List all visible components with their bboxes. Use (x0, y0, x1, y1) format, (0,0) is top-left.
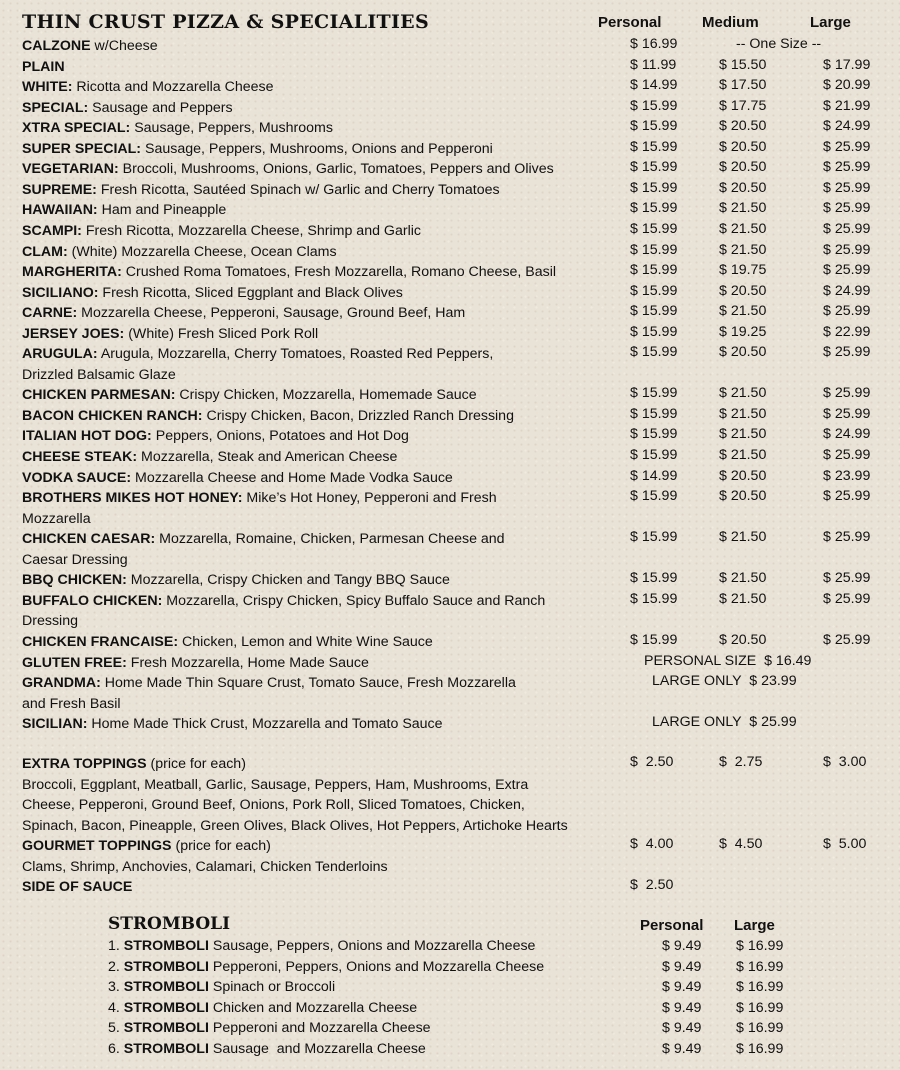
gourmet-toppings-row (22, 836, 622, 857)
price-medium: $ 17.75 (719, 97, 767, 114)
menu-item-row (22, 570, 622, 591)
menu-item-desc: Mozzarella, Steak and American Cheese (141, 449, 398, 465)
menu-item-name: ARUGULA: (22, 346, 98, 363)
stromboli-desc: Chicken and Mozzarella Cheese (212, 999, 418, 1016)
stromboli-name: STROMBOLI (123, 979, 209, 996)
stromboli-name: STROMBOLI (123, 1020, 209, 1037)
menu-item-name: SCAMPI: (22, 222, 82, 239)
price-medium: $ 21.50 (719, 426, 767, 443)
price-personal: $ 15.99 (630, 200, 678, 217)
menu-item-desc: Chicken, Lemon and White Wine Sauce (182, 633, 433, 650)
stromboli-desc: Spinach or Broccoli (212, 979, 336, 996)
price-personal: $ 15.99 (630, 282, 678, 299)
stromboli-title: STROMBOLI (108, 914, 231, 934)
menu-item-name: BROTHERS MIKES HOT HONEY: (22, 490, 243, 507)
price-medium: $ 21.50 (719, 385, 767, 402)
price-personal: $ 15.99 (630, 303, 678, 320)
price-personal: $ 15.99 (630, 344, 678, 361)
menu-item-desc: Sausage, Peppers, Mushrooms, Onions and Pepperoni (145, 140, 493, 157)
menu-item-row (22, 591, 622, 632)
menu-item-desc-cont: Mozzarella (22, 510, 91, 527)
price-personal: $ 15.99 (630, 159, 678, 176)
price-large: $ 25.99 (823, 631, 871, 648)
menu-item-name: XTRA SPECIAL: (22, 120, 131, 137)
extra-toppings-price-personal: $ 2.50 (630, 754, 674, 770)
price-medium: $ 20.50 (719, 467, 767, 484)
menu-item-name: CARNE: (22, 305, 78, 322)
extra-toppings-row (22, 754, 622, 775)
menu-item-row (22, 139, 622, 160)
price-personal: $ 15.99 (630, 529, 678, 546)
menu-item-name: SUPER SPECIAL: (22, 140, 142, 157)
price-medium: $ 20.50 (719, 282, 767, 299)
side-sauce-label: SIDE OF SAUCE (22, 879, 133, 895)
gourmet-toppings-label: GOURMET TOPPINGS (22, 838, 172, 854)
price-medium: $ 21.50 (719, 241, 767, 258)
extra-toppings-label: EXTRA TOPPINGS (22, 756, 147, 772)
stromboli-price-large: $ 16.99 (736, 1041, 784, 1057)
price-medium: $ 20.50 (719, 488, 767, 505)
menu-item-desc-cont: Drizzled Balsamic Glaze (22, 366, 176, 383)
price-medium: $ 21.50 (719, 220, 767, 237)
stromboli-price-personal: $ 9.49 (662, 1020, 702, 1037)
price-note: -- One Size -- (736, 36, 822, 52)
gourmet-price-large: $ 5.00 (823, 836, 867, 852)
stromboli-name: STROMBOLI (123, 958, 209, 975)
extra-toppings-note: (price for each) (150, 756, 246, 772)
stromboli-row (108, 1041, 426, 1057)
menu-item-row (22, 242, 622, 263)
price-large: $ 25.99 (823, 303, 871, 320)
menu-item-desc: Fresh Ricotta, Sautéed Spinach w/ Garlic and Cherry Tomatoes (100, 181, 500, 198)
stromboli-num: 5. (108, 1020, 120, 1037)
stromboli-name: STROMBOLI (123, 1041, 209, 1057)
menu-item-desc: (White) Fresh Sliced Pork Roll (128, 325, 319, 342)
price-personal: $ 15.99 (630, 220, 678, 237)
price-medium: $ 20.50 (719, 159, 767, 176)
price-personal: $ 15.99 (630, 179, 678, 196)
price-medium: $ 15.50 (719, 56, 767, 73)
price-personal: $ 15.99 (630, 631, 678, 648)
price-medium: $ 20.50 (719, 344, 767, 361)
menu-item-row (22, 200, 622, 221)
price-large: $ 25.99 (823, 138, 871, 155)
price-large: $ 25.99 (823, 262, 871, 279)
price-medium: $ 20.50 (719, 138, 767, 155)
menu-item-row (22, 303, 622, 324)
toppings-list-line: Spinach, Bacon, Pineapple, Green Olives, Black Olives, Hot Peppers, Artichoke Hearts (22, 818, 568, 834)
price-medium: $ 20.50 (719, 631, 767, 648)
price-large: $ 25.99 (823, 488, 871, 505)
price-large: $ 25.99 (823, 590, 871, 607)
price-large: $ 25.99 (823, 241, 871, 258)
price-large: $ 23.99 (823, 467, 871, 484)
menu-item-row (22, 632, 622, 653)
menu-item-name: JERSEY JOES: (22, 325, 125, 342)
side-sauce-price: $ 2.50 (630, 877, 674, 893)
menu-item-row (22, 673, 622, 714)
menu-item-desc: Home Made Thick Crust, Mozzarella and Tomato Sauce (91, 716, 443, 733)
stromboli-price-personal: $ 9.49 (662, 1041, 702, 1057)
menu-item-name: PLAIN (22, 58, 65, 75)
menu-item-row (22, 468, 622, 489)
menu-item-name: ITALIAN HOT DOG: (22, 428, 152, 445)
menu-item-desc: Arugula, Mozzarella, Cherry Tomatoes, Roasted Red Peppers, (100, 346, 494, 363)
col-personal-header: Personal (598, 14, 662, 31)
price-large: $ 25.99 (823, 529, 871, 546)
stromboli-price-personal: $ 9.49 (662, 938, 702, 954)
menu-item-name: CHICKEN FRANCAISE: (22, 633, 179, 650)
price-large: $ 25.99 (823, 179, 871, 196)
price-large: $ 25.99 (823, 159, 871, 176)
menu-item-desc: Crispy Chicken, Mozzarella, Homemade Sauce (179, 387, 477, 404)
price-note: LARGE ONLY $ 25.99 (652, 714, 797, 731)
price-medium: $ 21.50 (719, 590, 767, 607)
menu-item-name: BACON CHICKEN RANCH: (22, 407, 203, 424)
menu-item-name: BBQ CHICKEN: (22, 572, 127, 589)
menu-item-desc: Home Made Thin Square Crust, Tomato Sauce, Fresh Mozzarella (104, 675, 516, 692)
menu-item-row (22, 57, 622, 78)
menu-item-desc: Crispy Chicken, Bacon, Drizzled Ranch Dressing (206, 407, 514, 424)
price-medium: $ 21.50 (719, 447, 767, 463)
stromboli-row (108, 1000, 417, 1016)
menu-item-row (22, 159, 622, 180)
stromboli-price-personal: $ 9.49 (662, 999, 702, 1016)
menu-item-desc-cont: Dressing (22, 613, 78, 630)
stromboli-num: 3. (108, 979, 120, 996)
menu-item-desc: Ham and Pineapple (101, 202, 227, 219)
menu-item-desc: Crushed Roma Tomatoes, Fresh Mozzarella, Romano Cheese, Basil (125, 264, 557, 281)
price-personal: $ 15.99 (630, 426, 678, 443)
menu-item-row (22, 324, 622, 345)
menu-item-name: HAWAIIAN: (22, 202, 98, 219)
price-medium: $ 17.50 (719, 77, 767, 94)
stromboli-num: 6. (108, 1041, 120, 1057)
price-personal: $ 15.99 (630, 405, 678, 422)
price-large: $ 25.99 (823, 405, 871, 422)
menu-item-name: CLAM: (22, 243, 68, 260)
price-large: $ 25.99 (823, 570, 871, 587)
price-personal: $ 15.99 (630, 118, 678, 135)
menu-item-row (22, 283, 622, 304)
stromboli-row (108, 1020, 431, 1036)
menu-item-desc: Fresh Mozzarella, Home Made Sauce (130, 654, 369, 671)
price-large: $ 22.99 (823, 323, 871, 340)
menu-item-desc: Peppers, Onions, Potatoes and Hot Dog (155, 428, 409, 445)
menu-item-row (22, 488, 622, 529)
gourmet-price-personal: $ 4.00 (630, 836, 674, 852)
menu-item-row (22, 653, 622, 674)
price-large: $ 25.99 (823, 200, 871, 217)
menu-item-name: BUFFALO CHICKEN: (22, 592, 163, 609)
menu-item-row (22, 221, 622, 242)
menu-item-row (22, 344, 622, 385)
price-large: $ 24.99 (823, 118, 871, 135)
stromboli-row (108, 938, 535, 954)
menu-item-desc-cont: and Fresh Basil (22, 695, 121, 712)
stromboli-name: STROMBOLI (123, 938, 209, 954)
price-personal: $ 14.99 (630, 467, 678, 484)
menu-item-row (22, 180, 622, 201)
menu-item-desc: Mozzarella Cheese, Pepperoni, Sausage, Ground Beef, Ham (81, 305, 466, 322)
stromboli-num: 1. (108, 938, 120, 954)
menu-item-name: SICILIANO: (22, 284, 99, 301)
stromboli-desc: Sausage, Peppers, Onions and Mozzarella Cheese (212, 938, 536, 954)
price-personal: $ 15.99 (630, 241, 678, 258)
price-personal: $ 15.99 (630, 323, 678, 340)
price-large: $ 24.99 (823, 282, 871, 299)
stromboli-price-large: $ 16.99 (736, 958, 784, 975)
menu-item-row (22, 36, 622, 57)
price-personal: $ 15.99 (630, 385, 678, 402)
menu-item-row (22, 447, 622, 468)
menu-item-desc: Ricotta and Mozzarella Cheese (76, 79, 274, 96)
menu-item-desc-cont: Caesar Dressing (22, 551, 128, 568)
price-personal: $ 15.99 (630, 138, 678, 155)
price-large: $ 25.99 (823, 385, 871, 402)
menu-item-desc: Mozzarella, Crispy Chicken, Spicy Buffalo Sauce and Ranch (166, 592, 546, 609)
price-personal: $ 15.99 (630, 570, 678, 587)
stromboli-desc: Sausage and Mozzarella Cheese (212, 1041, 426, 1057)
extra-toppings-price-medium: $ 2.75 (719, 754, 763, 770)
price-personal: $ 16.99 (630, 36, 678, 52)
menu-item-name: SUPREME: (22, 181, 97, 198)
price-note: LARGE ONLY $ 23.99 (652, 673, 797, 690)
stromboli-price-personal: $ 9.49 (662, 958, 702, 975)
menu-item-name: CHICKEN CAESAR: (22, 531, 156, 548)
price-note: PERSONAL SIZE $ 16.49 (644, 652, 812, 669)
price-personal: $ 15.99 (630, 590, 678, 607)
price-medium: $ 21.50 (719, 200, 767, 217)
price-large: $ 21.99 (823, 97, 871, 114)
menu-item-row (22, 98, 622, 119)
price-medium: $ 21.50 (719, 405, 767, 422)
menu-title: THIN CRUST PIZZA & SPECIALITIES (22, 11, 429, 33)
menu-item-desc: Sausage, Peppers, Mushrooms (134, 120, 333, 137)
menu-item-name: VODKA SAUCE: (22, 469, 132, 486)
col-medium-header: Medium (702, 14, 759, 31)
gourmet-price-medium: $ 4.50 (719, 836, 763, 852)
menu-item-row (22, 385, 622, 406)
price-medium: $ 19.75 (719, 262, 767, 279)
menu-item-row (22, 714, 622, 735)
menu-item-name: GLUTEN FREE: (22, 654, 127, 671)
stromboli-col-personal: Personal (640, 917, 704, 934)
menu-item-row (22, 77, 622, 98)
menu-item-desc: Mozzarella, Crispy Chicken and Tangy BBQ Sauce (130, 572, 450, 589)
menu-item-row (22, 529, 622, 570)
menu-item-name: MARGHERITA: (22, 264, 122, 281)
price-personal: $ 15.99 (630, 262, 678, 279)
price-personal: $ 15.99 (630, 488, 678, 505)
menu-item-desc: Fresh Ricotta, Mozzarella Cheese, Shrimp and Garlic (85, 222, 421, 239)
price-large: $ 25.99 (823, 447, 871, 463)
menu-item-name: GRANDMA: (22, 675, 101, 692)
extra-toppings-price-large: $ 3.00 (823, 754, 867, 770)
stromboli-price-large: $ 16.99 (736, 999, 784, 1016)
price-medium: $ 20.50 (719, 179, 767, 196)
price-medium: $ 19.25 (719, 323, 767, 340)
price-medium: $ 21.50 (719, 529, 767, 546)
menu-item-name: CALZONE (22, 38, 91, 54)
price-large: $ 24.99 (823, 426, 871, 443)
price-medium: $ 20.50 (719, 118, 767, 135)
menu-item-desc: Sausage and Peppers (92, 99, 233, 116)
stromboli-name: STROMBOLI (123, 999, 209, 1016)
stromboli-col-large: Large (734, 917, 775, 934)
price-personal: $ 11.99 (630, 56, 677, 73)
toppings-list-line: Broccoli, Eggplant, Meatball, Garlic, Sausage, Peppers, Ham, Mushrooms, Extra (22, 777, 529, 793)
menu-item-desc: w/Cheese (94, 38, 158, 54)
stromboli-price-large: $ 16.99 (736, 979, 784, 996)
menu-item-row (22, 406, 622, 427)
price-large: $ 20.99 (823, 77, 871, 94)
menu-item-row (22, 118, 622, 139)
menu-item-name: SICILIAN: (22, 716, 88, 733)
menu-item-name: CHEESE STEAK: (22, 449, 138, 465)
stromboli-num: 4. (108, 999, 120, 1016)
stromboli-row (108, 959, 544, 975)
gourmet-list: Clams, Shrimp, Anchovies, Calamari, Chicken Tenderloins (22, 859, 388, 875)
stromboli-price-large: $ 16.99 (736, 1020, 784, 1037)
menu-item-desc: Broccoli, Mushrooms, Onions, Garlic, Tomatoes, Peppers and Olives (122, 161, 554, 178)
stromboli-desc: Pepperoni, Peppers, Onions and Mozzarella Cheese (212, 958, 545, 975)
gourmet-toppings-note: (price for each) (175, 838, 271, 854)
menu-item-row (22, 262, 622, 283)
menu-item-desc: Mozzarella, Romaine, Chicken, Parmesan Cheese and (159, 531, 505, 548)
price-medium: $ 21.50 (719, 303, 767, 320)
price-personal: $ 15.99 (630, 97, 678, 114)
menu-item-name: SPECIAL: (22, 99, 89, 116)
stromboli-num: 2. (108, 958, 120, 975)
menu-item-desc: Mozzarella Cheese and Home Made Vodka Sauce (135, 469, 453, 486)
price-large: $ 17.99 (823, 56, 871, 73)
stromboli-price-personal: $ 9.49 (662, 979, 702, 996)
menu-item-name: VEGETARIAN: (22, 161, 119, 178)
menu-item-name: WHITE: (22, 79, 73, 96)
col-large-header: Large (810, 14, 851, 31)
menu-item-name: CHICKEN PARMESAN: (22, 387, 176, 404)
price-large: $ 25.99 (823, 344, 871, 361)
menu-item-desc: (White) Mozzarella Cheese, Ocean Clams (71, 243, 337, 260)
toppings-list-line: Cheese, Pepperoni, Ground Beef, Onions, Pork Roll, Sliced Tomatoes, Chicken, (22, 797, 525, 813)
side-sauce-row (22, 877, 622, 898)
menu-item-row (22, 426, 622, 447)
price-personal: $ 14.99 (630, 77, 678, 94)
stromboli-row (108, 979, 335, 995)
stromboli-desc: Pepperoni and Mozzarella Cheese (212, 1020, 431, 1037)
menu-item-desc: Mike’s Hot Honey, Pepperoni and Fresh (246, 490, 497, 507)
price-medium: $ 21.50 (719, 570, 767, 587)
menu-item-desc: Fresh Ricotta, Sliced Eggplant and Black Olives (102, 284, 403, 301)
stromboli-price-large: $ 16.99 (736, 938, 784, 954)
price-personal: $ 15.99 (630, 447, 678, 463)
price-large: $ 25.99 (823, 220, 871, 237)
